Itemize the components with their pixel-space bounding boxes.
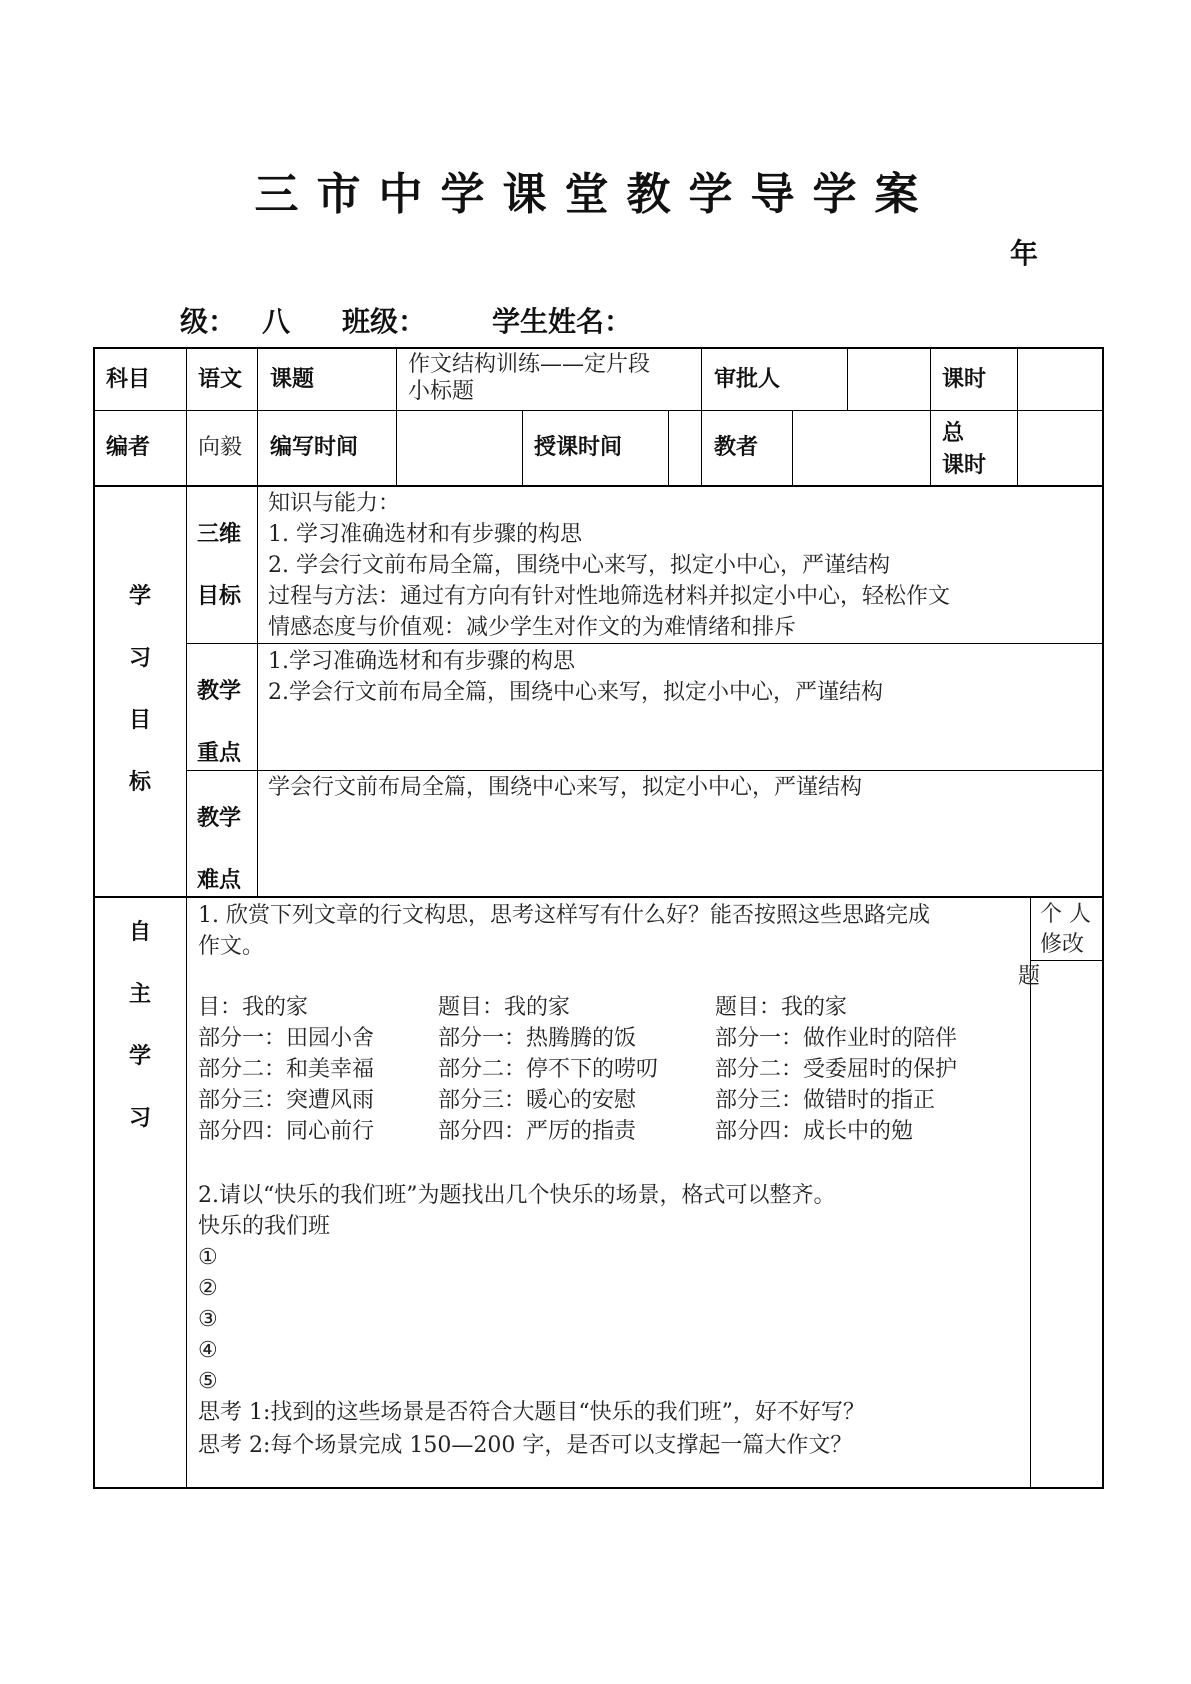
write-time-label: 编写时间 (270, 435, 359, 460)
grade-value: 八 (262, 305, 291, 338)
year-label: 年 (1010, 237, 1039, 270)
list-item: 部分四：成长中的勉 (715, 1119, 914, 1144)
list-item: 部分一：做作业时的陪伴 (715, 1026, 958, 1051)
overflow-char: 题 (1018, 964, 1041, 989)
objectives-section-label: 学 习 目 标 (128, 584, 151, 795)
personal-revise-label: 个 人 修改 (1040, 902, 1091, 957)
list-item: 学会行文前布局全篇，围绕中心来写，拟定小中心，严谨结构 (268, 775, 863, 800)
key-points-label: 教学 重点 (197, 679, 242, 766)
list-item: ③ (198, 1307, 218, 1332)
three-dim-content (268, 488, 950, 643)
difficulty-label: 教学 难点 (197, 806, 242, 893)
example-column-1 (198, 992, 374, 1147)
list-item: 过程与方法：通过有方向有针对性地筛选材料并拟定小中心，轻松作文 (268, 584, 951, 609)
list-item: 部分二：停不下的唠叨 (438, 1057, 659, 1082)
question-2: 2.请以“快乐的我们班”为题找出几个快乐的场景，格式可以整齐。 快乐的我们班 ① ② ③ ④ ⑤ 思考 1:找到的这些场景是否符合大题目“快乐的我们班”，好不好写？ (198, 1180, 865, 1428)
list-item: 情感态度与价值观：减少学生对作文的为难情绪和排斥 (268, 615, 797, 640)
subject-label: 科目 (106, 367, 151, 392)
list-item: ② (198, 1276, 218, 1301)
list-item: ① (198, 1245, 218, 1270)
editor-label: 编者 (106, 435, 151, 460)
list-item: ⑤ (198, 1369, 218, 1394)
key-points-content (268, 646, 883, 708)
example-column-2 (438, 992, 658, 1147)
approver-label: 审批人 (714, 367, 781, 392)
list-item: ④ (198, 1338, 218, 1363)
class-label: 班级： (342, 305, 427, 338)
student-name-label: 学生姓名： (492, 305, 633, 338)
list-item: 部分四：同心前行 (198, 1119, 375, 1144)
editor-value: 向毅 (198, 435, 243, 460)
list-item: 目：我的家 (198, 995, 309, 1020)
teacher-label: 教者 (714, 435, 759, 460)
list-item: 部分三：暖心的安慰 (438, 1088, 637, 1113)
total-periods-label: 总 课时 (942, 421, 987, 478)
subject-value: 语文 (198, 367, 243, 392)
list-item: 知识与能力： (268, 491, 401, 516)
list-item: 部分二：和美幸福 (198, 1057, 375, 1082)
list-item: 部分一：田园小舍 (198, 1026, 375, 1051)
list-item: 部分一：热腾腾的饭 (438, 1026, 637, 1051)
topic-label: 课题 (270, 367, 315, 392)
topic-value: 作文结构训练——定片段 小标题 (408, 352, 651, 404)
period-label: 课时 (942, 367, 987, 392)
think-1: 思考 1:找到的这些场景是否符合大题目“快乐的我们班”，好不好写？ (198, 1400, 865, 1425)
example-column-3 (715, 992, 957, 1147)
grade-label: 级： (180, 305, 237, 338)
difficulty-content (268, 772, 862, 803)
list-item: 部分四：严厉的指责 (438, 1119, 637, 1144)
question-1: 1. 欣赏下列文章的行文构思，思考这样写有什么好？能否按照这些思路完成 作文。 (198, 903, 930, 959)
think-2: 思考 2:每个场景完成 150—200 字，是否可以支撑起一篇大作文？ (198, 1433, 853, 1458)
list-item: 2.学会行文前布局全篇，围绕中心来写，拟定小中心，严谨结构 (268, 680, 883, 705)
three-dim-label: 三维 目标 (197, 522, 242, 609)
self-study-section-label: 自 主 学 习 (128, 920, 151, 1131)
page-title: 三市中学课堂教学导学案 (254, 169, 937, 220)
list-item: 部分三：突遭风雨 (198, 1088, 375, 1113)
list-item: 1. 学习准确选材和有步骤的构思 (268, 522, 582, 547)
list-item: 部分三：做错时的指正 (715, 1088, 936, 1113)
teach-time-label: 授课时间 (534, 435, 623, 460)
list-item: 部分二：受委屈时的保护 (715, 1057, 958, 1082)
list-item: 题目：我的家 (715, 995, 848, 1020)
list-item: 2. 学会行文前布局全篇，围绕中心来写，拟定小中心，严谨结构 (268, 553, 890, 578)
list-item: 题目：我的家 (438, 995, 571, 1020)
list-item: 1.学习准确选材和有步骤的构思 (268, 649, 575, 674)
